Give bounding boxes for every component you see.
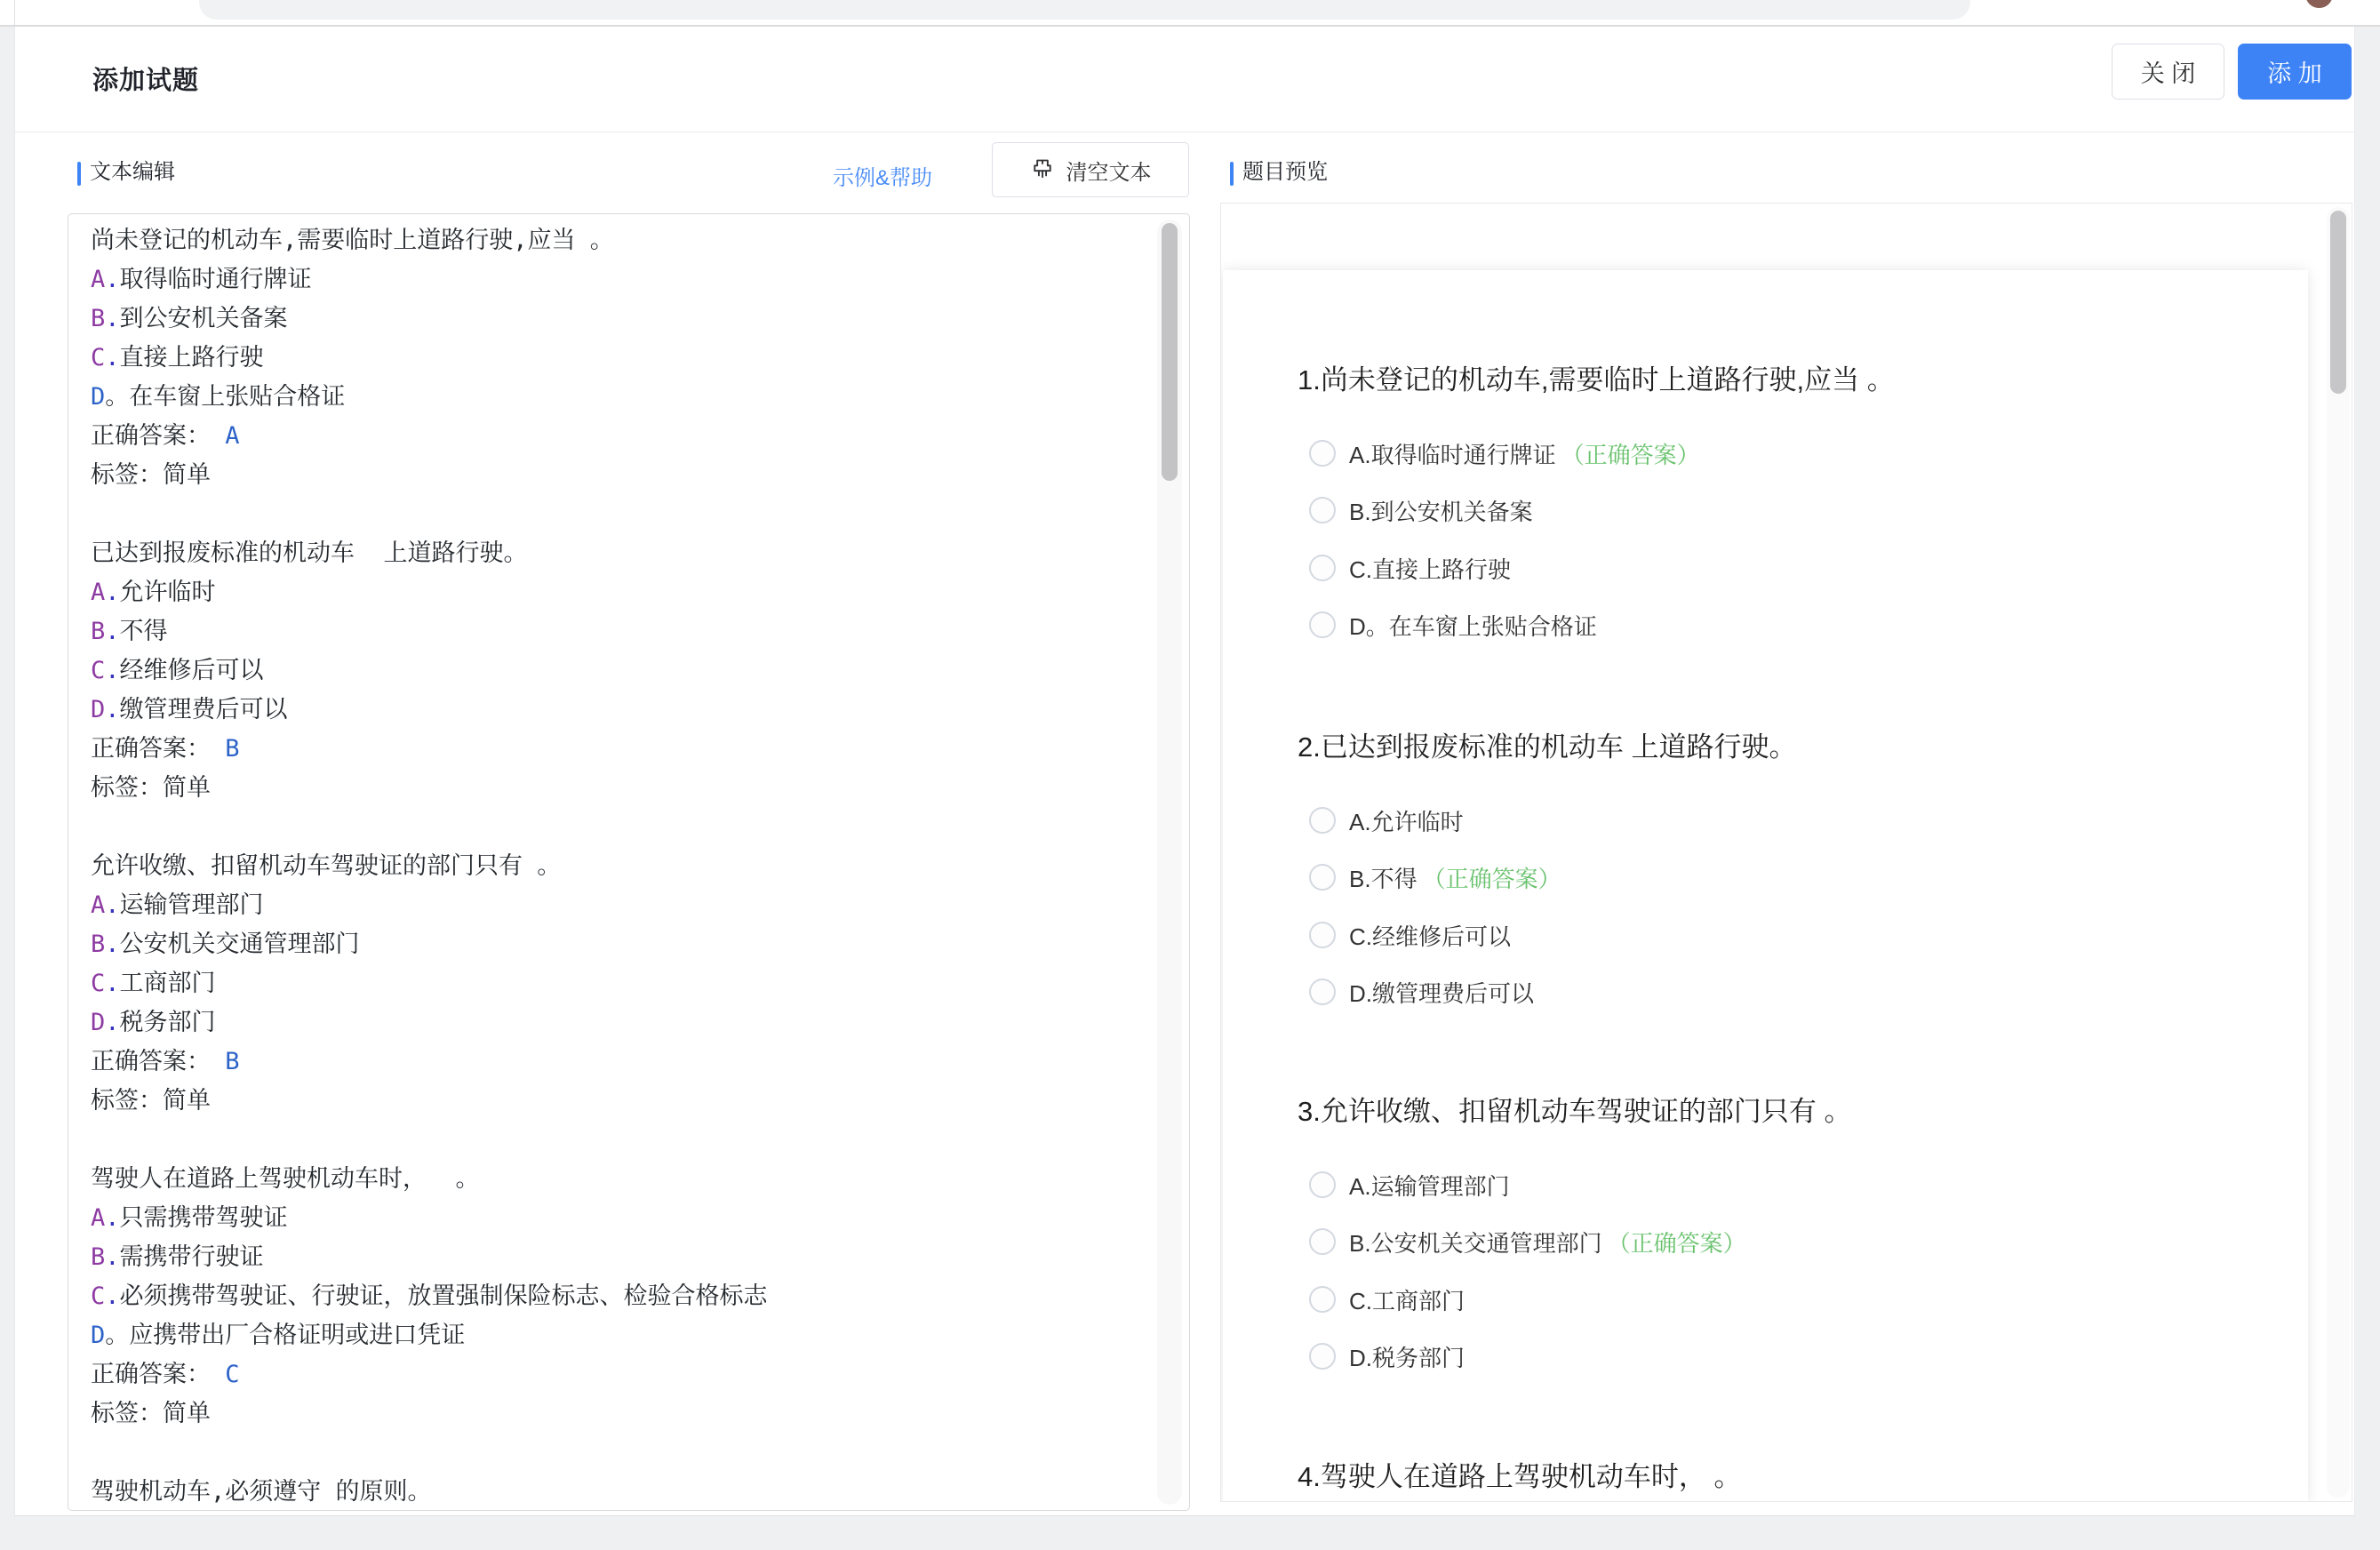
avatar[interactable]: [2305, 0, 2333, 8]
dialog-title: 添加试题: [92, 67, 200, 95]
radio-button[interactable]: [1309, 1228, 1336, 1255]
radio-button[interactable]: [1309, 1343, 1336, 1370]
option-row[interactable]: [1309, 1224, 1746, 1259]
option-label: C.经维修后可以: [1349, 923, 1512, 950]
close-button[interactable]: 关 闭: [2112, 44, 2224, 100]
correct-answer-tag: （正确答案）: [1607, 1229, 1746, 1257]
code-line: 正确答案： B: [91, 735, 240, 763]
clear-text-label: 清空文本: [1066, 160, 1152, 185]
code-line: [91, 1434, 1148, 1473]
code-line: D。在车窗上张贴合格证: [91, 383, 346, 411]
radio-button[interactable]: [1309, 440, 1336, 467]
option-row[interactable]: [1309, 803, 1464, 838]
code-line: 标签：简单: [91, 1400, 211, 1427]
option-label: D.税务部门: [1349, 1344, 1466, 1371]
add-button[interactable]: 添 加: [2238, 44, 2352, 100]
radio-button[interactable]: [1309, 922, 1336, 948]
code-line: C.工商部门: [91, 970, 216, 997]
browser-topbar: [0, 0, 2380, 27]
option-row[interactable]: [1309, 917, 1511, 953]
window-edge: [14, 0, 15, 27]
correct-answer-tag: （正确答案）: [1561, 441, 1700, 468]
option-label: C.直接上路行驶: [1349, 555, 1512, 583]
option-row[interactable]: [1309, 974, 1534, 1010]
code-line: A.取得临时通行牌证: [91, 266, 312, 293]
brush-icon: [1030, 157, 1055, 182]
preview-scrollbar-track[interactable]: [2327, 207, 2350, 1498]
code-line: C.经维修后可以: [91, 657, 264, 684]
preview-title-accent: [1230, 162, 1234, 186]
add-question-dialog: [14, 27, 2355, 1516]
code-line: B.到公安机关备案: [91, 305, 288, 332]
option-label: A.运输管理部门: [1349, 1172, 1510, 1200]
question-stem: 2.已达到报废标准的机动车 上道路行驶。: [1298, 731, 1797, 763]
code-line: 正确答案： B: [91, 1048, 240, 1075]
code-line: 尚未登记的机动车,需要临时上道路行驶,应当 。: [91, 227, 614, 254]
radio-button[interactable]: [1309, 555, 1336, 581]
code-line: A.只需携带驾驶证: [91, 1204, 288, 1232]
question-stem: 1.尚未登记的机动车,需要临时上道路行驶,应当 。: [1298, 364, 1895, 395]
code-line: 标签：简单: [91, 461, 211, 489]
code-line: 已达到报废标准的机动车 上道路行驶。: [91, 539, 528, 567]
code-line: 正确答案： A: [91, 422, 240, 450]
option-row[interactable]: [1309, 492, 1533, 528]
question-text-editor[interactable]: [68, 213, 1190, 1511]
preview-scrollbar-thumb[interactable]: [2330, 211, 2346, 394]
option-row[interactable]: [1309, 607, 1597, 643]
option-label: C.工商部门: [1349, 1287, 1466, 1314]
code-line: 驾驶人在道路上驾驶机动车时， 。: [91, 1165, 480, 1193]
code-line: B.不得: [91, 618, 168, 645]
clear-text-button[interactable]: [992, 142, 1189, 197]
code-line: C.直接上路行驶: [91, 344, 264, 372]
option-label: A.取得临时通行牌证: [1349, 441, 1556, 468]
radio-button[interactable]: [1309, 807, 1336, 834]
radio-button[interactable]: [1309, 1286, 1336, 1313]
radio-button[interactable]: [1309, 497, 1336, 523]
option-label: B.公安机关交通管理部门: [1349, 1229, 1602, 1257]
code-line: D.税务部门: [91, 1009, 216, 1036]
option-row[interactable]: [1309, 1167, 1510, 1202]
option-label: D.缴管理费后可以: [1349, 979, 1535, 1007]
code-line: 标签：简单: [91, 774, 211, 802]
correct-answer-tag: （正确答案）: [1422, 865, 1561, 892]
code-line: A.运输管理部门: [91, 891, 264, 919]
code-line: D.缴管理费后可以: [91, 696, 288, 723]
code-line: [91, 1121, 1148, 1160]
option-row[interactable]: [1309, 1282, 1465, 1317]
editor-scrollbar-thumb[interactable]: [1162, 223, 1178, 481]
option-row[interactable]: [1309, 435, 1700, 471]
code-line: 正确答案： C: [91, 1361, 240, 1388]
code-line: B.公安机关交通管理部门: [91, 931, 360, 958]
code-line: D。应携带出厂合格证明或进口凭证: [91, 1322, 466, 1349]
code-line: [91, 495, 1148, 534]
option-row[interactable]: [1309, 859, 1561, 895]
option-label: D。在车窗上张贴合格证: [1349, 612, 1597, 640]
question-stem: 4.驾驶人在道路上驾驶机动车时， 。: [1298, 1461, 1742, 1492]
editor-title-accent: [77, 162, 81, 186]
radio-button[interactable]: [1309, 979, 1336, 1005]
radio-button[interactable]: [1309, 864, 1336, 891]
preview-area: [1220, 203, 2352, 1502]
code-line: B.需携带行驶证: [91, 1243, 264, 1271]
code-line: [91, 808, 1148, 847]
code-line: 标签：简单: [91, 1087, 211, 1115]
preview-title: 题目预览: [1242, 160, 1328, 184]
editor-title: 文本编辑: [90, 160, 175, 184]
editor-content: [91, 221, 1148, 1510]
question-stem: 3.允许收缴、扣留机动车驾驶证的部门只有 。: [1298, 1096, 1852, 1127]
address-bar[interactable]: [199, 0, 1970, 20]
option-row[interactable]: [1309, 1338, 1465, 1374]
radio-button[interactable]: [1309, 1171, 1336, 1198]
radio-button[interactable]: [1309, 611, 1336, 638]
code-line: C.必须携带驾驶证、行驶证，放置强制保险标志、检验合格标志: [91, 1282, 768, 1310]
help-link[interactable]: 示例&帮助: [833, 166, 933, 190]
code-line: 允许收缴、扣留机动车驾驶证的部门只有 。: [91, 852, 562, 880]
option-row[interactable]: [1309, 550, 1511, 586]
code-line: A.允许临时: [91, 579, 216, 606]
option-label: A.允许临时: [1349, 808, 1464, 835]
option-label: B.到公安机关备案: [1349, 498, 1533, 525]
code-line: 驾驶机动车,必须遵守 的原则。: [91, 1478, 432, 1506]
option-label: B.不得: [1349, 865, 1418, 892]
